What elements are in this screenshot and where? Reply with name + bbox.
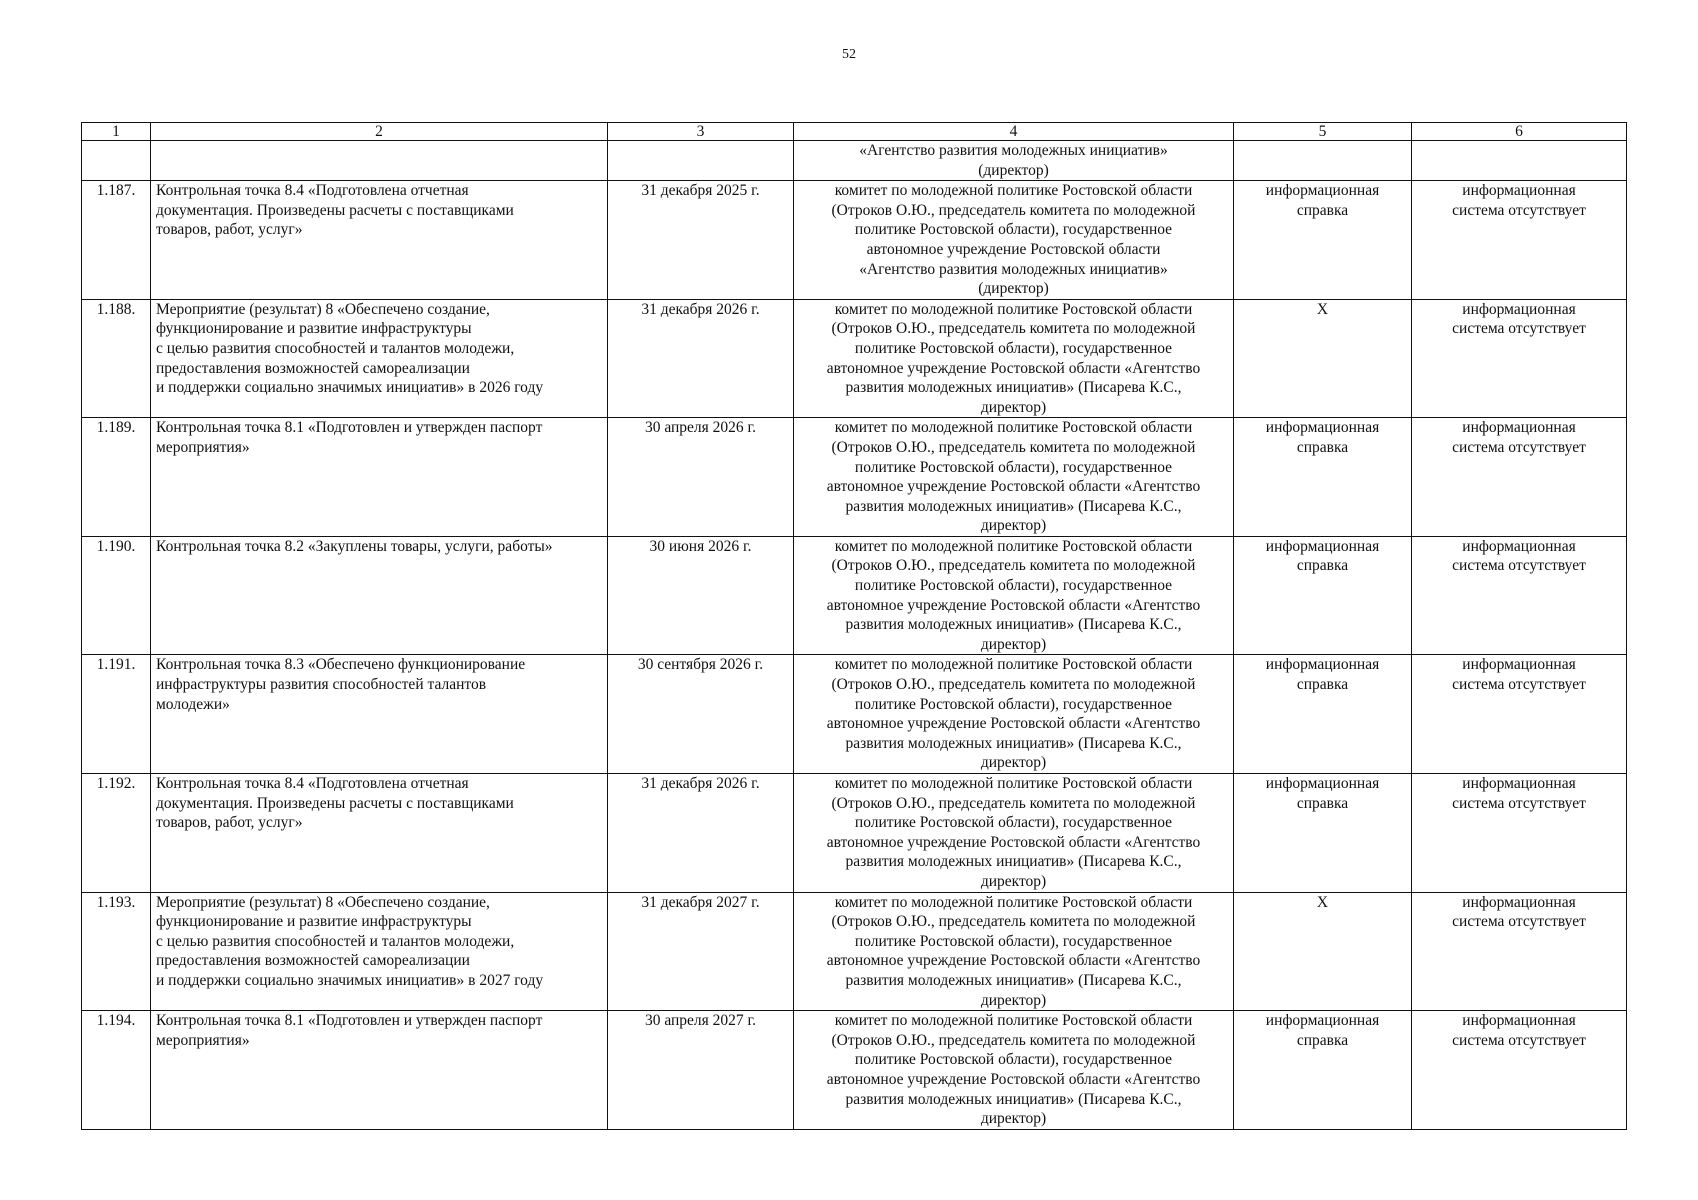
document-type-cell: Х (1234, 892, 1412, 1011)
row-number-cell: 1.190. (82, 536, 151, 655)
row-number-cell: 1.187. (82, 181, 151, 300)
item-name-cell: Контрольная точка 8.1 «Подготовлен и утвержден паспорт мероприятия» (151, 1011, 608, 1130)
item-name-cell: Контрольная точка 8.4 «Подготовлена отчетная документация. Произведены расчеты с поставщиками товаров, работ, услуг» (151, 181, 608, 300)
due-date-cell: 30 апреля 2026 г. (608, 418, 794, 537)
document-type-cell: информационная справка (1234, 1011, 1412, 1130)
info-system-cell: информационная система отсутствует (1412, 418, 1627, 537)
due-date-cell: 30 июня 2026 г. (608, 536, 794, 655)
responsible-cell: комитет по молодежной политике Ростовской области (Отроков О.Ю., председатель комитета по молодежной политике Ростовской области), государственное автономное учреждение Ростовской области «Агентство развития молодежных инициатив» (Писарева К.С., директор) (794, 536, 1234, 655)
row-number-cell: 1.188. (82, 299, 151, 418)
document-type-cell: информационная справка (1234, 536, 1412, 655)
row-number-cell: 1.192. (82, 774, 151, 893)
info-system-cell: информационная система отсутствует (1412, 774, 1627, 893)
responsible-cell: комитет по молодежной политике Ростовской области (Отроков О.Ю., председатель комитета по молодежной политике Ростовской области), государственное автономное учреждение Ростовской области «Агентство развития молодежных инициатив» (Писарева К.С., директор) (794, 892, 1234, 1011)
row-number-cell: 1.189. (82, 418, 151, 537)
responsible-cell: комитет по молодежной политике Ростовской области (Отроков О.Ю., председатель комитета по молодежной политике Ростовской области), государственное автономное учреждение Ростовской области «Агентство развития молодежных инициатив» (Писарева К.С., директор) (794, 1011, 1234, 1130)
table-row (82, 181, 1627, 300)
info-system-cell: информационная система отсутствует (1412, 655, 1627, 774)
responsible-cell: комитет по молодежной политике Ростовской области (Отроков О.Ю., председатель комитета по молодежной политике Ростовской области), государственное автономное учреждение Ростовской области «Агентство развития молодежных инициатив» (директор) (794, 181, 1234, 300)
info-system-cell: информационная система отсутствует (1412, 1011, 1627, 1130)
info-system-cell: информационная система отсутствует (1412, 892, 1627, 1011)
column-number-header (82, 123, 1627, 141)
responsible-cell: комитет по молодежной политике Ростовской области (Отроков О.Ю., председатель комитета по молодежной политике Ростовской области), государственное автономное учреждение Ростовской области «Агентство развития молодежных инициатив» (Писарева К.С., директор) (794, 418, 1234, 537)
document-type-cell: информационная справка (1234, 418, 1412, 537)
column-number: 6 (1412, 123, 1627, 141)
responsible-cell: комитет по молодежной политике Ростовской области (Отроков О.Ю., председатель комитета по молодежной политике Ростовской области), государственное автономное учреждение Ростовской области «Агентство развития молодежных инициатив» (Писарева К.С., директор) (794, 774, 1234, 893)
table-row (82, 299, 1627, 418)
item-name-cell: Контрольная точка 8.1 «Подготовлен и утвержден паспорт мероприятия» (151, 418, 608, 537)
item-name-cell: Контрольная точка 8.3 «Обеспечено функционирование инфраструктуры развития способностей талантов молодежи» (151, 655, 608, 774)
row-number-cell: 1.193. (82, 892, 151, 1011)
responsible-cell: комитет по молодежной политике Ростовской области (Отроков О.Ю., председатель комитета по молодежной политике Ростовской области), государственное автономное учреждение Ростовской области «Агентство развития молодежных инициатив» (Писарева К.С., директор) (794, 299, 1234, 418)
due-date-cell: 31 декабря 2025 г. (608, 181, 794, 300)
row-number-cell (82, 141, 151, 181)
column-number: 3 (608, 123, 794, 141)
due-date-cell: 31 декабря 2026 г. (608, 774, 794, 893)
continuation-row (82, 141, 1627, 181)
column-number: 4 (794, 123, 1234, 141)
table-row (82, 892, 1627, 1011)
row-number-cell: 1.191. (82, 655, 151, 774)
responsible-cell: «Агентство развития молодежных инициатив» (директор) (794, 141, 1234, 181)
due-date-cell: 31 декабря 2026 г. (608, 299, 794, 418)
page-number: 52 (842, 47, 856, 62)
document-type-cell (1234, 141, 1412, 181)
document-type-cell: информационная справка (1234, 181, 1412, 300)
item-name-cell: Контрольная точка 8.4 «Подготовлена отчетная документация. Произведены расчеты с поставщиками товаров, работ, услуг» (151, 774, 608, 893)
table-row (82, 418, 1627, 537)
due-date-cell: 31 декабря 2027 г. (608, 892, 794, 1011)
document-type-cell: информационная справка (1234, 774, 1412, 893)
item-name-cell: Мероприятие (результат) 8 «Обеспечено создание, функционирование и развитие инфраструктуры с целью развития способностей и талантов молодежи, предоставления возможностей самореализации и поддержки социально значимых инициатив» в 2027 году (151, 892, 608, 1011)
column-number: 1 (82, 123, 151, 141)
column-number: 2 (151, 123, 608, 141)
plan-table (81, 122, 1627, 1130)
item-name-cell: Контрольная точка 8.2 «Закуплены товары, услуги, работы» (151, 536, 608, 655)
row-number-cell: 1.194. (82, 1011, 151, 1130)
due-date-cell: 30 апреля 2027 г. (608, 1011, 794, 1130)
document-type-cell: информационная справка (1234, 655, 1412, 774)
info-system-cell: информационная система отсутствует (1412, 181, 1627, 300)
info-system-cell: информационная система отсутствует (1412, 536, 1627, 655)
document-type-cell: Х (1234, 299, 1412, 418)
item-name-cell (151, 141, 608, 181)
column-number: 5 (1234, 123, 1412, 141)
table-row (82, 774, 1627, 893)
table-row (82, 536, 1627, 655)
due-date-cell: 30 сентября 2026 г. (608, 655, 794, 774)
due-date-cell (608, 141, 794, 181)
table-row (82, 655, 1627, 774)
table-row (82, 1011, 1627, 1130)
info-system-cell: информационная система отсутствует (1412, 299, 1627, 418)
responsible-cell: комитет по молодежной политике Ростовской области (Отроков О.Ю., председатель комитета по молодежной политике Ростовской области), государственное автономное учреждение Ростовской области «Агентство развития молодежных инициатив» (Писарева К.С., директор) (794, 655, 1234, 774)
item-name-cell: Мероприятие (результат) 8 «Обеспечено создание, функционирование и развитие инфраструктуры с целью развития способностей и талантов молодежи, предоставления возможностей самореализации и поддержки социально значимых инициатив» в 2026 году (151, 299, 608, 418)
info-system-cell (1412, 141, 1627, 181)
